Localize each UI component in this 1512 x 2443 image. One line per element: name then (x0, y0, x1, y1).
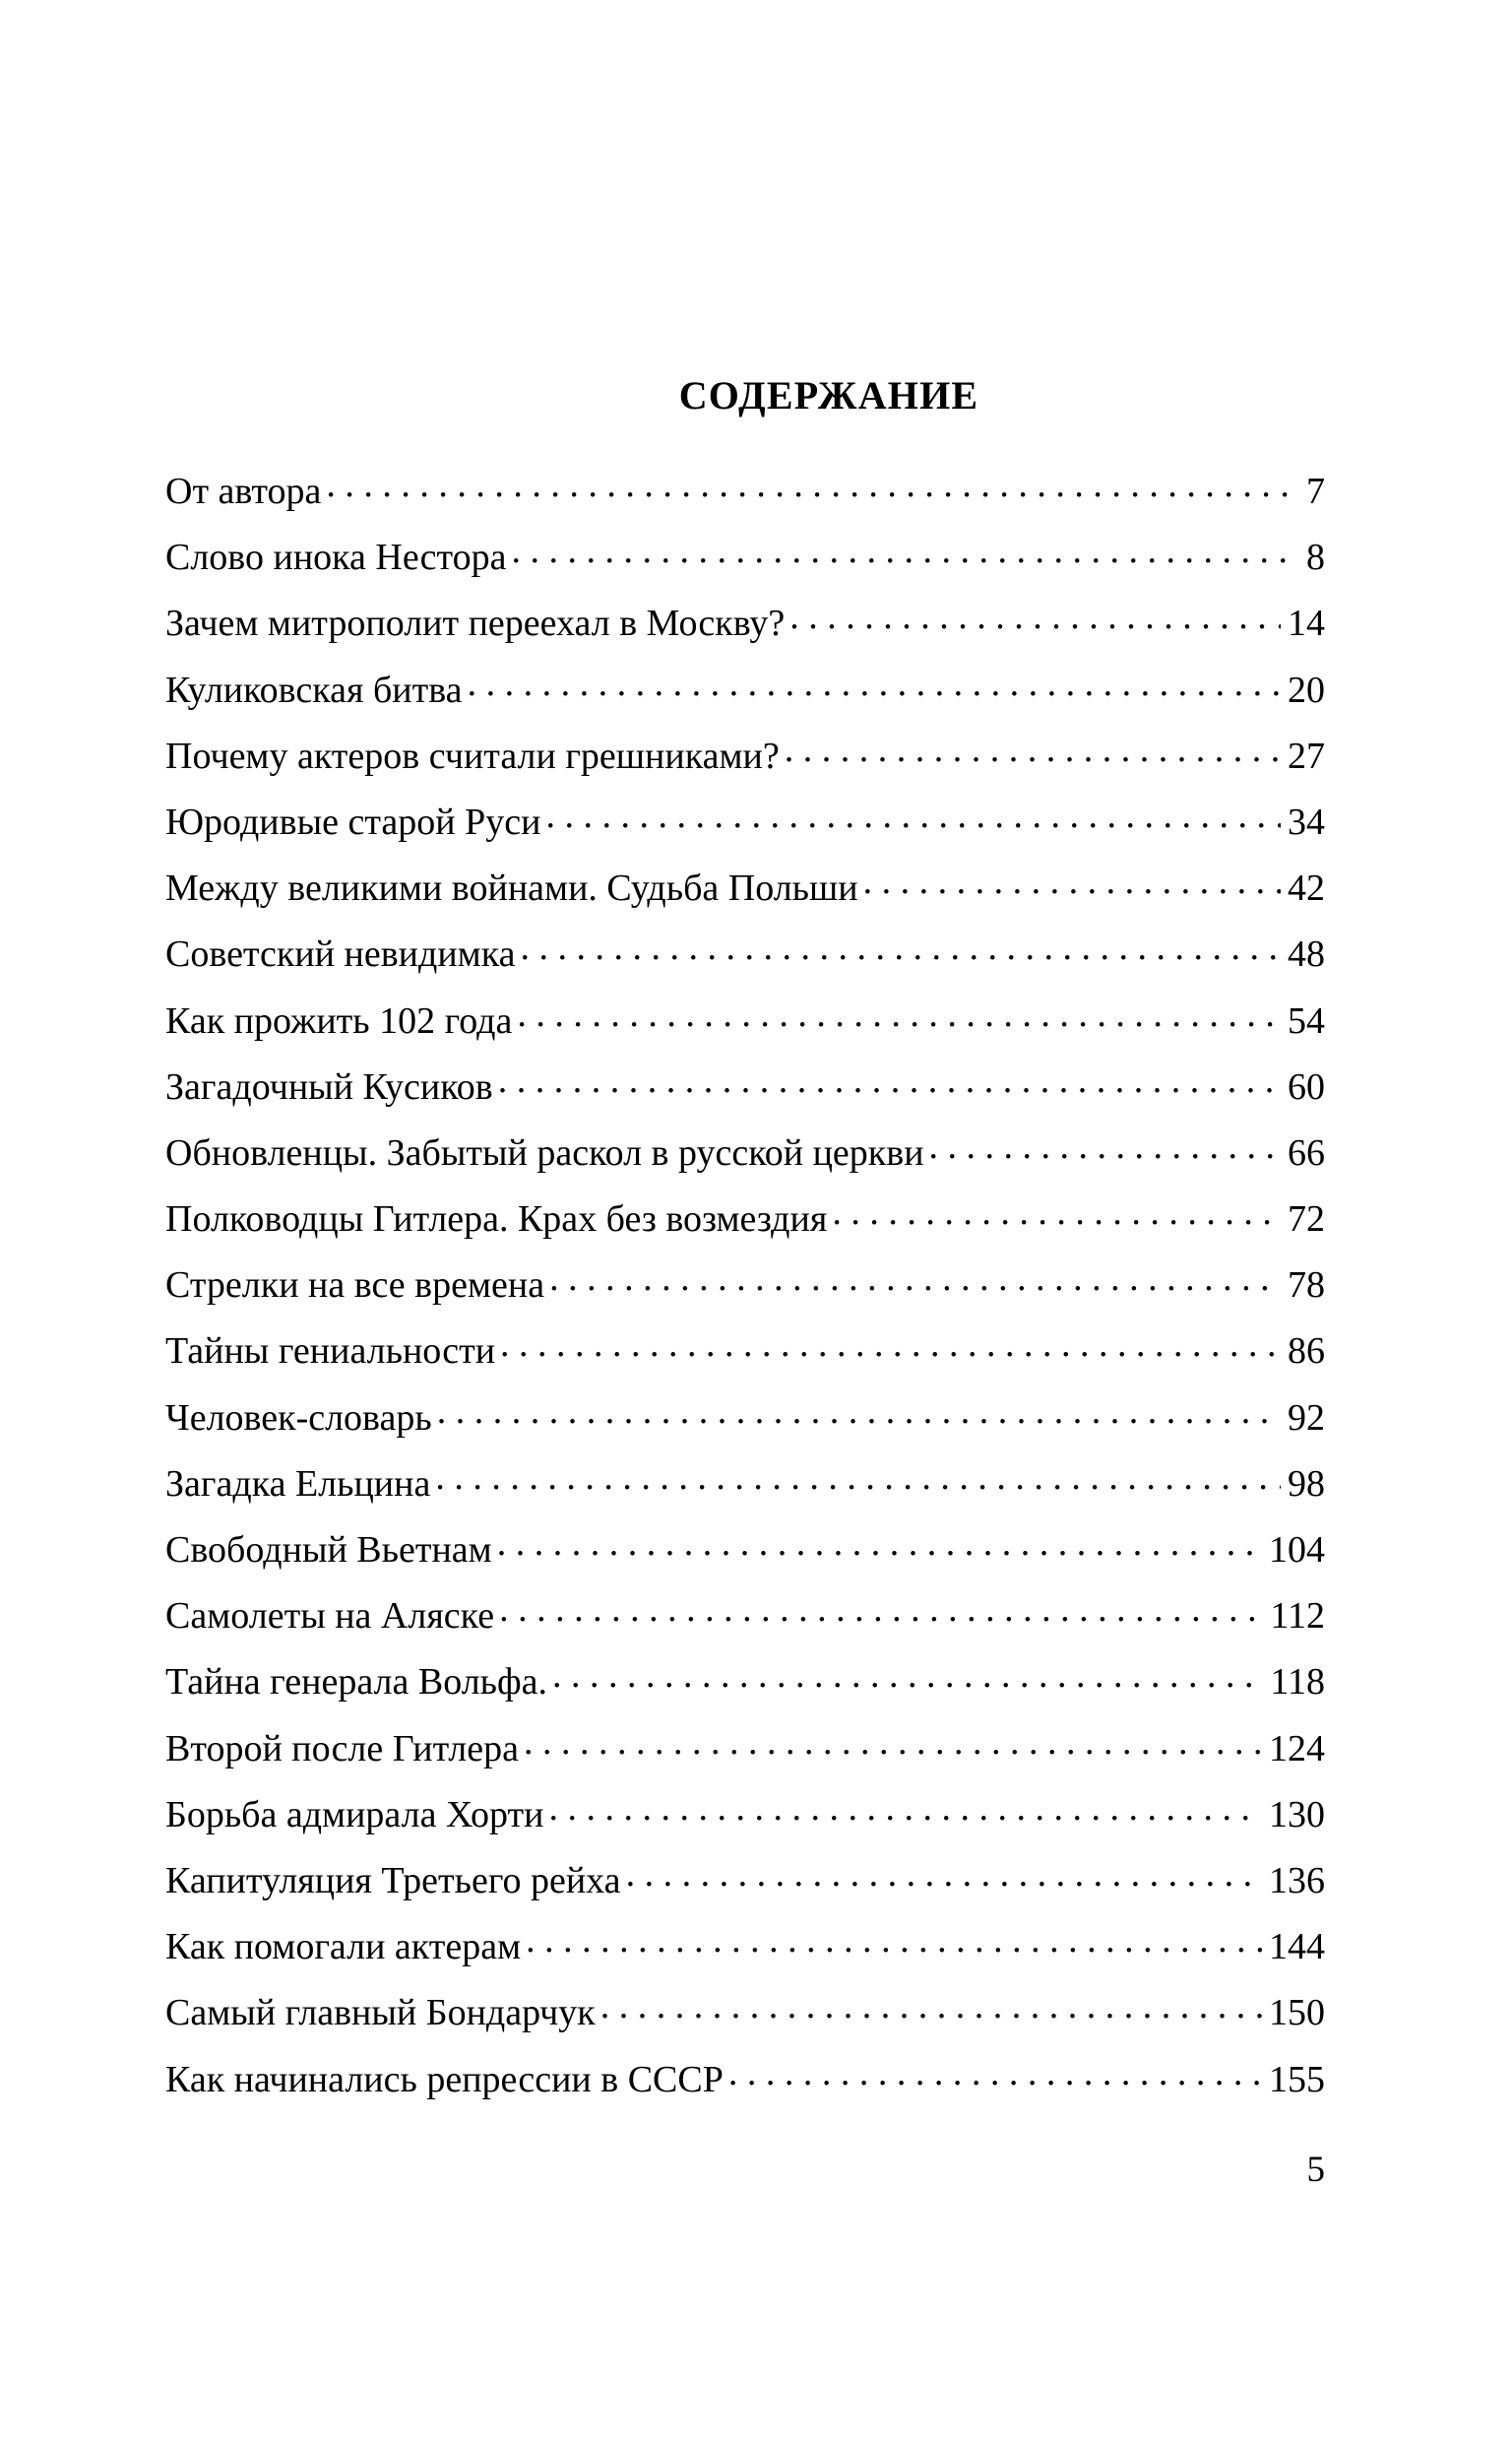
toc-entry-title: Как помогали актерам (165, 1926, 522, 1968)
toc-entry-page-number: 48 (1288, 933, 1325, 976)
toc-leader-dots (524, 1723, 1262, 1761)
toc-entry[interactable] (165, 1914, 1325, 1980)
toc-entry-page-number: 155 (1269, 2058, 1325, 2100)
toc-leader-dots (435, 1458, 1281, 1496)
toc-entry[interactable] (165, 525, 1325, 591)
toc-entry-title: Второй после Гитлера (165, 1727, 519, 1769)
toc-leader-dots (549, 1259, 1281, 1297)
toc-entry[interactable] (165, 658, 1325, 724)
toc-leader-dots (517, 996, 1281, 1033)
toc-entry-title: Как прожить 102 года (165, 999, 513, 1042)
toc-leader-dots (548, 1789, 1262, 1827)
toc-entry[interactable] (165, 1649, 1325, 1715)
toc-entry-page-number: 124 (1269, 1727, 1325, 1769)
toc-entry-title: Тайны гениальности (165, 1330, 496, 1373)
toc-entry[interactable] (165, 1187, 1325, 1253)
toc-entry[interactable] (165, 1318, 1325, 1384)
toc-entry-page-number: 60 (1288, 1065, 1325, 1108)
toc-entry[interactable] (165, 724, 1325, 790)
toc-entry[interactable] (165, 2047, 1325, 2113)
toc-leader-dots (526, 1921, 1262, 1959)
toc-entry-page-number: 150 (1269, 1992, 1325, 2034)
toc-leader-dots (520, 929, 1281, 966)
toc-entry-title: Человек-словарь (165, 1396, 432, 1439)
toc-entry[interactable] (165, 856, 1325, 922)
toc-entry-page-number: 112 (1270, 1595, 1325, 1638)
toc-entry[interactable] (165, 591, 1325, 657)
toc-entry[interactable] (165, 989, 1325, 1055)
toc-entry[interactable] (165, 1583, 1325, 1649)
toc-entry-page-number: 144 (1269, 1926, 1325, 1968)
toc-entry-title: Куликовская битва (165, 669, 463, 711)
toc-leader-dots (326, 466, 1299, 503)
toc-leader-dots (728, 2054, 1262, 2091)
toc-leader-dots (498, 1061, 1281, 1099)
toc-leader-dots (545, 797, 1281, 834)
toc-entry[interactable] (165, 1716, 1325, 1782)
toc-leader-dots (552, 1656, 1263, 1694)
toc-leader-dots (789, 598, 1281, 635)
toc-entry-title: Загадка Ельцина (165, 1462, 431, 1505)
toc-leader-dots (832, 1193, 1281, 1231)
toc-list (165, 459, 1325, 2113)
toc-entry-page-number: 136 (1269, 1859, 1325, 1901)
toc-entry[interactable] (165, 1385, 1325, 1451)
toc-entry-title: Самолеты на Аляске (165, 1595, 495, 1638)
toc-entry[interactable] (165, 1848, 1325, 1914)
toc-entry-page-number: 42 (1288, 868, 1325, 910)
toc-leader-dots (500, 1325, 1281, 1363)
toc-entry[interactable] (165, 1253, 1325, 1318)
toc-entry[interactable] (165, 1055, 1325, 1121)
toc-entry-page-number: 14 (1288, 603, 1325, 645)
toc-entry-title: Свободный Вьетнам (165, 1529, 492, 1571)
page-title: СОДЕРЖАНИЕ (678, 373, 979, 418)
toc-entry-page-number: 86 (1288, 1330, 1325, 1373)
toc-entry-page-number: 92 (1288, 1396, 1325, 1439)
toc-entry-title: Полководцы Гитлера. Крах без возмездия (165, 1198, 828, 1241)
toc-entry-title: Зачем митрополит переехал в Москву? (165, 603, 786, 645)
toc-entry-title: От автора (165, 471, 322, 512)
toc-entry-page-number: 7 (1306, 471, 1325, 512)
toc-entry[interactable] (165, 1517, 1325, 1583)
toc-entry-title: Почему актеров считали грешниками? (165, 735, 780, 777)
toc-entry-title: Как начинались репрессии в СССР (165, 2058, 724, 2100)
toc-entry-title: Между великими войнами. Судьба Польши (165, 868, 858, 910)
toc-entry-page-number: 54 (1288, 999, 1325, 1042)
folio-page-number: 5 (1306, 2150, 1325, 2190)
toc-entry-page-number: 98 (1288, 1462, 1325, 1505)
toc-leader-dots (512, 532, 1299, 569)
toc-leader-dots (863, 863, 1281, 900)
toc-entry[interactable] (165, 1451, 1325, 1517)
toc-entry-page-number: 66 (1288, 1131, 1325, 1174)
toc-leader-dots (437, 1392, 1281, 1430)
toc-entry-title: Юродивые старой Руси (165, 801, 541, 843)
toc-entry-page-number: 130 (1269, 1793, 1325, 1835)
toc-entry[interactable] (165, 790, 1325, 856)
toc-entry-title: Слово инока Нестора (165, 537, 507, 579)
toc-entry-title: Обновленцы. Забытый раскол в русской церкви (165, 1131, 924, 1174)
toc-entry[interactable] (165, 922, 1325, 988)
toc-entry-page-number: 78 (1288, 1264, 1325, 1307)
toc-entry-page-number: 34 (1288, 801, 1325, 843)
toc-entry-title: Борьба адмирала Хорти (165, 1793, 544, 1835)
toc-entry[interactable] (165, 459, 1325, 525)
toc-entry-title: Загадочный Кусиков (165, 1065, 493, 1108)
toc-leader-dots (468, 665, 1281, 702)
toc-entry-title: Советский невидимка (165, 933, 516, 976)
toc-leader-dots (600, 1987, 1262, 2025)
toc-leader-dots (785, 731, 1281, 768)
toc-leader-dots (499, 1590, 1263, 1628)
toc-entry-title: Самый главный Бондарчук (165, 1992, 596, 2034)
toc-entry-title: Тайна генерала Вольфа. (165, 1661, 547, 1704)
toc-entry-page-number: 72 (1288, 1198, 1325, 1241)
toc-entry-page-number: 27 (1288, 735, 1325, 777)
toc-leader-dots (497, 1524, 1262, 1562)
toc-entry-title: Капитуляция Третьего рейха (165, 1859, 621, 1901)
toc-entry-page-number: 118 (1270, 1661, 1325, 1704)
toc-entry[interactable] (165, 1121, 1325, 1187)
toc-entry-page-number: 20 (1288, 669, 1325, 711)
toc-leader-dots (626, 1855, 1262, 1893)
toc-entry[interactable] (165, 1782, 1325, 1848)
toc-leader-dots (929, 1127, 1281, 1165)
toc-entry[interactable] (165, 1980, 1325, 2046)
toc-entry-page-number: 104 (1269, 1529, 1325, 1571)
toc-entry-title: Стрелки на все времена (165, 1264, 545, 1307)
toc-entry-page-number: 8 (1306, 537, 1325, 579)
